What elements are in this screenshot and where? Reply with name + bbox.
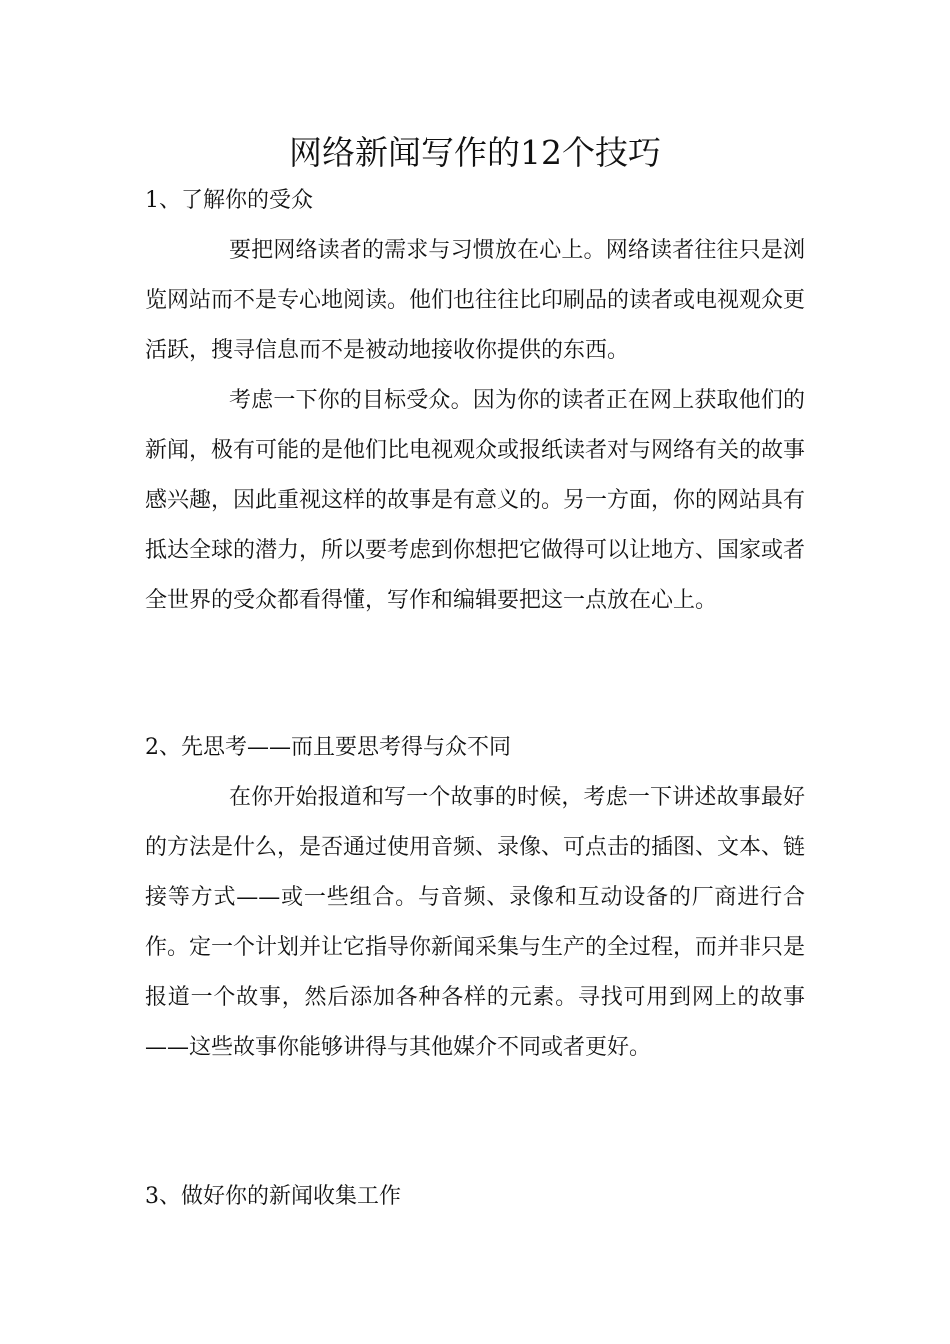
document-title: 网络新闻写作的12个技巧	[289, 133, 661, 172]
section-heading-1: 1、了解你的受众	[145, 188, 313, 213]
section-2-paragraph-1: 在你开始报道和写一个故事的时候，考虑一下讲述故事最好的方法是什么，是否通过使用音频、录像、可点击的插图、文本、链接等方式——或一些组合。与音频、录像和互动设备的厂商进行合作。定一个计划并让它指导你新闻采集与生产的全过程，而并非只是报道一个故事，然后添加各种各样的元素。寻找可用到网上的故事——这些故事你能够讲得与其他媒介不同或者更好。	[145, 785, 806, 1060]
section-1-paragraph-2: 考虑一下你的目标受众。因为你的读者正在网上获取他们的新闻，极有可能的是他们比电视观众或报纸读者对与网络有关的故事感兴趣，因此重视这样的故事是有意义的。另一方面，你的网站具有抵达全球的潜力，所以要考虑到你想把它做得可以让地方、国家或者全世界的受众都看得懂，写作和编辑要把这一点放在心上。	[145, 388, 806, 613]
section-1-paragraph-1: 要把网络读者的需求与习惯放在心上。网络读者往往只是浏览网站而不是专心地阅读。他们也往往比印刷品的读者或电视观众更活跃，搜寻信息而不是被动地接收你提供的东西。	[145, 238, 806, 363]
section-heading-2: 2、先思考——而且要思考得与众不同	[145, 735, 511, 760]
section-heading-3: 3、做好你的新闻收集工作	[145, 1184, 401, 1209]
